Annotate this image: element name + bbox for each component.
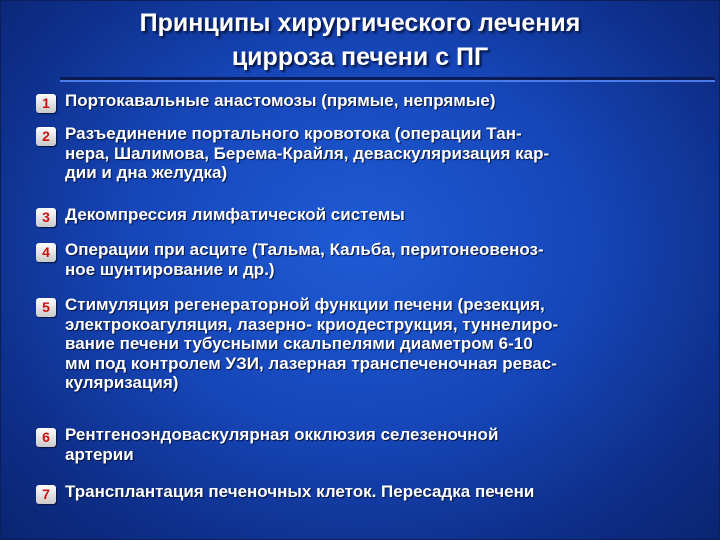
item-text-line: мм под контролем УЗИ, лазерная транспеченочная ревас-	[65, 353, 557, 373]
list-item-5	[36, 295, 686, 393]
item-text-line: куляризация)	[65, 373, 179, 392]
item-text-line: вание печени тубусными скальпелями диаметром 6-10	[65, 334, 533, 353]
list-item-3	[36, 205, 686, 225]
item-number-badge: 1	[36, 94, 56, 113]
list-item-1	[36, 91, 686, 111]
title-line: Принципы хирургического лечения	[139, 9, 581, 37]
item-number-badge: 3	[36, 208, 56, 227]
item-text	[65, 240, 686, 279]
item-text-line: нера, Шалимова, Берема-Крайля, деваскуляризация кар-	[65, 143, 550, 163]
item-text-line: Портокавальные анастомозы (прямые, непрямые)	[65, 91, 496, 110]
item-text-line: ное шунтирование и др.)	[65, 259, 275, 279]
list-item-2	[36, 124, 686, 183]
list-item-6	[36, 425, 686, 464]
item-text	[65, 124, 686, 183]
item-number-badge: 6	[36, 428, 56, 447]
item-text-line: артерии	[65, 444, 134, 464]
item-text-line: Операции при асците (Тальма, Кальба, перитонеовеноз-	[65, 240, 544, 259]
item-number-badge: 2	[36, 127, 56, 146]
list-item-4	[36, 240, 686, 279]
item-text-line: Разъединение портального кровотока (операции Тан-	[65, 124, 522, 143]
item-text-line: Трансплантация печеночных клеток. Пересадка печени	[65, 482, 535, 501]
list-item-7	[36, 482, 686, 502]
item-text-line: Декомпрессия лимфатической системы	[65, 205, 405, 224]
slide-title	[60, 6, 660, 74]
item-text-line: электрокоагуляция, лазерно- криодеструкция, туннелиро-	[65, 314, 559, 334]
title-line: цирроза печени с ПГ	[231, 43, 489, 71]
item-text	[65, 482, 686, 502]
item-number-badge: 5	[36, 298, 56, 317]
item-text	[65, 295, 686, 393]
item-text-line: дии и дна желудка)	[65, 163, 228, 182]
item-text	[65, 425, 686, 464]
item-text-line: Стимуляция регенераторной функции печени (резекция,	[65, 295, 545, 314]
title-divider	[60, 77, 715, 82]
item-number-badge: 4	[36, 243, 56, 262]
item-text	[65, 91, 686, 111]
item-number-badge: 7	[36, 485, 56, 504]
item-text-line: Рентгеноэндоваскулярная окклюзия селезеночной	[65, 425, 499, 444]
item-text	[65, 205, 686, 225]
